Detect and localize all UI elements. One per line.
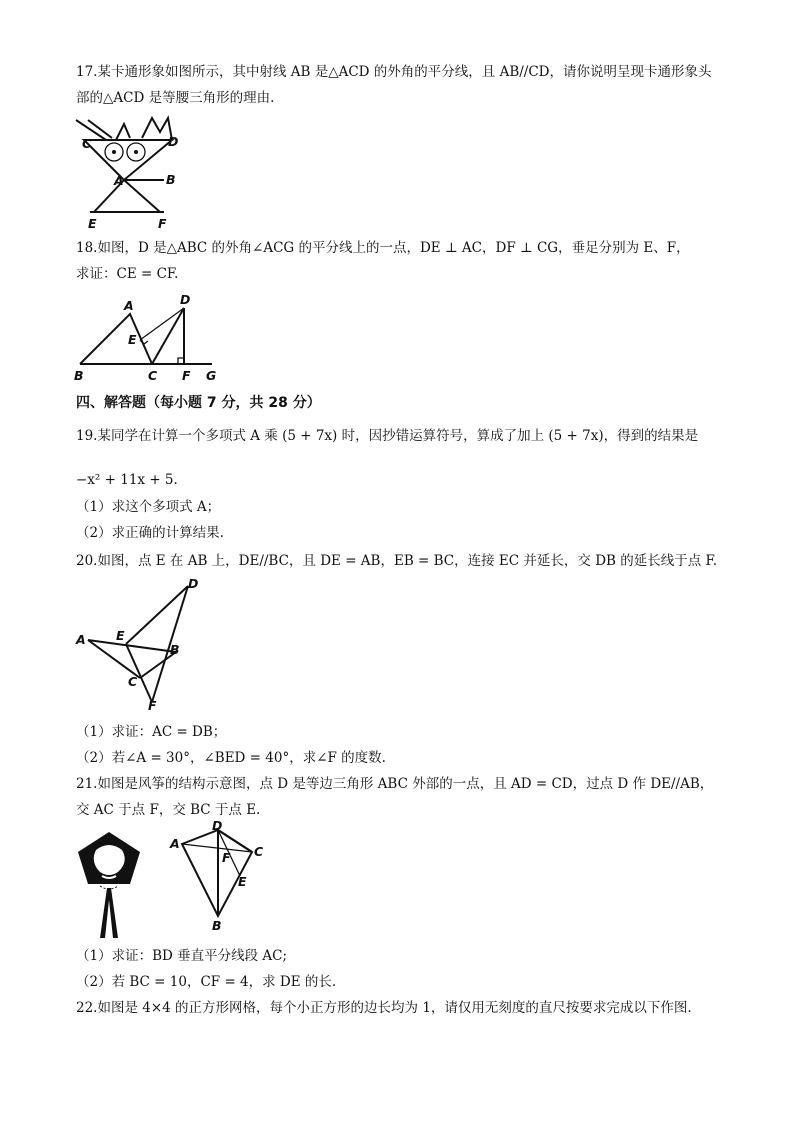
q19-text-line2: −x² + 11x + 5. bbox=[76, 472, 178, 488]
q21-label-E: E bbox=[238, 874, 247, 889]
q19-part1: （1）求这个多项式 A； bbox=[76, 499, 221, 515]
q18-label-F: F bbox=[182, 368, 191, 383]
q19-part2: （2）求正确的计算结果. bbox=[76, 525, 224, 541]
q21-label-C: C bbox=[254, 844, 264, 859]
q18-text-line2: 求证：CE = CF. bbox=[76, 266, 179, 282]
q22-text-line1: 22.如图是 4×4 的正方形网格，每个小正方形的边长均为 1，请仅用无刻度的直尺按要求完成以下作图. bbox=[76, 1000, 692, 1016]
q18-label-G: G bbox=[206, 368, 217, 383]
q17-text-line1: 17.某卡通形象如图所示，其中射线 AB 是△ACD 的外角的平分线，且 AB//CD，请你说明呈现卡通形象头 bbox=[76, 64, 712, 80]
q20-part1: （1）求证：AC = DB； bbox=[76, 724, 227, 740]
q17-label-E: E bbox=[88, 216, 97, 231]
q21-label-F: F bbox=[222, 850, 231, 865]
q21-text-line2: 交 AC 于点 F，交 BC 于点 E. bbox=[76, 802, 261, 818]
q20-geometry-figure bbox=[74, 578, 214, 714]
q19-text-line1: 19.某同学在计算一个多项式 A 乘 (5 + 7x) 时，因抄错运算符号，算成了加上 (5 + 7x)，得到的结果是 bbox=[76, 428, 699, 444]
q21-text-line1: 21.如图是风筝的结构示意图，点 D 是等边三角形 ABC 外部的一点，且 AD = CD，过点 D 作 DE//AB， bbox=[76, 776, 714, 792]
q17-label-A: A bbox=[114, 173, 124, 188]
kite-photo bbox=[74, 828, 144, 940]
q18-label-B: B bbox=[74, 368, 84, 383]
q20-label-F: F bbox=[148, 698, 157, 713]
q18-triangle-figure bbox=[72, 294, 232, 386]
q20-text-line1: 20.如图，点 E 在 AB 上，DE//BC，且 DE = AB，EB = BC，连接 EC 并延长，交 DB 的延长线于点 F. bbox=[76, 553, 718, 569]
q17-text-line2: 部的△ACD 是等腰三角形的理由. bbox=[76, 90, 275, 106]
q17-label-F: F bbox=[158, 216, 167, 231]
q20-label-C: C bbox=[128, 674, 138, 689]
q18-label-A: A bbox=[124, 298, 134, 313]
q21-kite-diagram bbox=[168, 820, 278, 932]
q20-part2: （2）若∠A = 30°，∠BED = 40°，求∠F 的度数. bbox=[76, 750, 386, 766]
q21-part1: （1）求证：BD 垂直平分线段 AC; bbox=[76, 948, 288, 964]
q21-label-A: A bbox=[170, 836, 180, 851]
q17-cartoon-figure bbox=[72, 112, 192, 232]
q17-label-B: B bbox=[166, 172, 176, 187]
q18-text-line1: 18.如图，D 是△ABC 的外角∠ACG 的平分线上的一点，DE ⊥ AC，DF ⊥ CG，垂足分别为 E、F， bbox=[76, 240, 690, 256]
q17-label-D: D bbox=[168, 134, 179, 149]
q21-part2: （2）若 BC = 10，CF = 4，求 DE 的长. bbox=[76, 974, 337, 990]
q20-label-D: D bbox=[188, 576, 199, 591]
q21-label-B: B bbox=[212, 918, 222, 933]
q20-label-A: A bbox=[76, 632, 86, 647]
section-4-heading: 四、解答题（每小题 7 分，共 28 分） bbox=[76, 395, 321, 411]
q18-label-C: C bbox=[148, 368, 158, 383]
q20-label-E: E bbox=[116, 628, 125, 643]
q18-label-E: E bbox=[128, 332, 137, 347]
q17-label-C: C bbox=[82, 136, 92, 151]
q20-label-B: B bbox=[170, 642, 180, 657]
q18-label-D: D bbox=[180, 292, 191, 307]
q21-label-D: D bbox=[212, 818, 223, 833]
